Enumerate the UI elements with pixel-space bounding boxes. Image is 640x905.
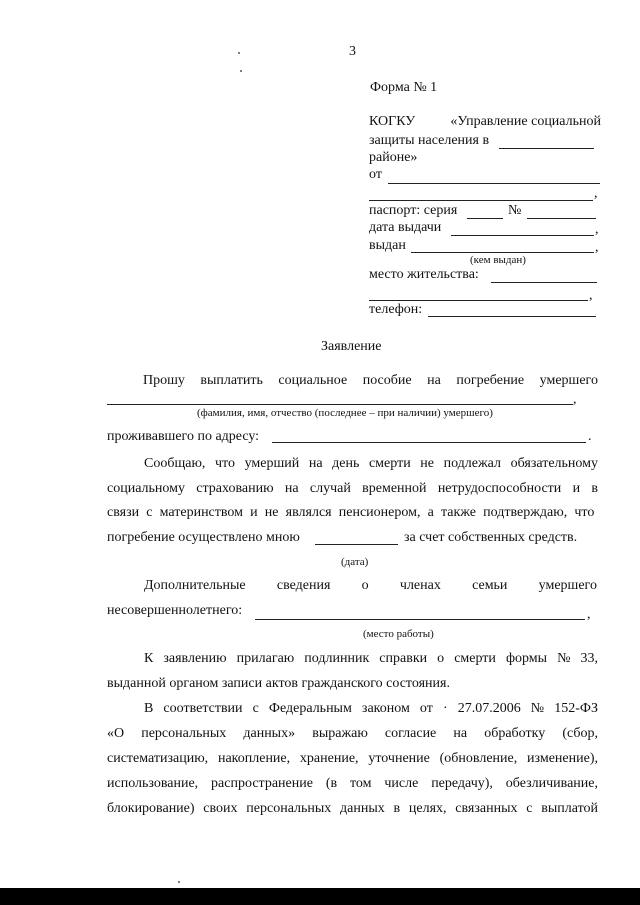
from-comma: , bbox=[594, 186, 598, 201]
addressee-line1 bbox=[369, 114, 601, 130]
p2-line1: Сообщаю, что умерший на день смерти не подлежал обязательному bbox=[144, 456, 598, 471]
p3-word: членах bbox=[399, 578, 441, 593]
deceased-name-blank[interactable] bbox=[107, 404, 573, 405]
from-label: от bbox=[369, 167, 382, 182]
deceased-name-comma: , bbox=[573, 392, 577, 407]
from-blank[interactable] bbox=[388, 183, 600, 184]
from-blank-2[interactable] bbox=[369, 200, 593, 201]
issued-by-blank[interactable] bbox=[411, 252, 594, 253]
addressee-org: КОГКУ bbox=[369, 114, 416, 129]
date-hint: (дата) bbox=[341, 556, 369, 568]
statement-title: Заявление bbox=[321, 339, 382, 354]
p5-line1: В соответствии с Федеральным законом от · 27.07.2006 № 152-ФЗ bbox=[144, 701, 598, 716]
family-info-comma: , bbox=[587, 607, 591, 622]
p4-line1: К заявлению прилагаю подлинник справки о смерти формы № 33, bbox=[144, 651, 598, 666]
issued-by-label: выдан bbox=[369, 238, 406, 253]
residence-label: место жительства: bbox=[369, 267, 479, 282]
p1-line1 bbox=[143, 373, 598, 389]
addressee-line2: защиты населения в bbox=[369, 133, 490, 148]
scan-speck bbox=[240, 70, 242, 72]
p5-line3: систематизацию, накопление, хранение, уточнение (обновление, изменение), bbox=[107, 751, 598, 766]
residence-comma: , bbox=[589, 288, 593, 303]
p3-word: семьи bbox=[472, 578, 508, 593]
p1-word: погребение bbox=[456, 373, 525, 388]
burial-date-blank[interactable] bbox=[315, 544, 398, 545]
page-number: 3 bbox=[349, 44, 356, 59]
p1-word: пособие bbox=[362, 373, 412, 388]
district-blank[interactable] bbox=[499, 148, 594, 149]
p2-line3: связи с материнством и не являлся пенсионером, а также подтверждаю, что bbox=[107, 505, 595, 520]
scan-border-bar bbox=[0, 888, 640, 905]
residence-blank-2[interactable] bbox=[369, 300, 588, 301]
p3-word: о bbox=[361, 578, 369, 593]
p3-word: умершего bbox=[538, 578, 597, 593]
address-label: проживавшего по адресу: bbox=[107, 429, 260, 444]
p1-word: на bbox=[427, 373, 441, 388]
deceased-name-hint: (фамилия, имя, отчество (последнее – при наличии) умершего) bbox=[197, 407, 493, 419]
scan-speck bbox=[178, 881, 180, 883]
p2-line4-right: за счет собственных средств. bbox=[404, 530, 578, 545]
passport-series-label: паспорт: серия bbox=[369, 203, 458, 218]
p1-word: умершего bbox=[539, 373, 598, 388]
passport-number-label: № bbox=[508, 203, 522, 218]
family-info-blank[interactable] bbox=[255, 619, 585, 620]
phone-label: телефон: bbox=[369, 302, 423, 317]
p3-line1 bbox=[144, 578, 597, 594]
passport-series-blank[interactable] bbox=[467, 218, 503, 219]
p1-word: социальное bbox=[278, 373, 348, 388]
passport-number-blank[interactable] bbox=[527, 218, 596, 219]
issued-by-hint: (кем выдан) bbox=[470, 254, 526, 266]
p3-line2-label: несовершеннолетнего: bbox=[107, 603, 243, 618]
issue-date-blank[interactable] bbox=[451, 235, 594, 236]
p4-line2: выданной органом записи актов гражданского состояния. bbox=[107, 676, 450, 691]
p3-word: сведения bbox=[276, 578, 331, 593]
p5-line5: блокирование) своих персональных данных в целях, связанных с выплатой bbox=[107, 801, 598, 816]
issue-date-comma: , bbox=[595, 222, 599, 237]
residence-blank[interactable] bbox=[491, 282, 597, 283]
address-period: . bbox=[588, 429, 592, 444]
p5-line2: «О персональных данных» выражаю согласие на обработку (сбор, bbox=[107, 726, 598, 741]
phone-blank[interactable] bbox=[428, 316, 596, 317]
addressee-line3: районе» bbox=[369, 150, 418, 165]
addressee-dept: «Управление социальной bbox=[450, 114, 601, 129]
p2-line4-left: погребение осуществлено мною bbox=[107, 530, 300, 545]
address-blank[interactable] bbox=[272, 442, 586, 443]
issue-date-label: дата выдачи bbox=[369, 220, 442, 235]
p5-line4: использование, распространение (в том числе передачу), обезличивание, bbox=[107, 776, 598, 791]
form-title: Форма № 1 bbox=[370, 80, 438, 95]
work-place-hint: (место работы) bbox=[363, 628, 434, 640]
scan-speck bbox=[238, 52, 240, 54]
p3-word: Дополнительные bbox=[144, 578, 246, 593]
issued-by-comma: , bbox=[595, 240, 599, 255]
p1-word: выплатить bbox=[200, 373, 263, 388]
p1-word: Прошу bbox=[143, 373, 185, 388]
p2-line2: социальному страхованию на случай временной нетрудоспособности и в bbox=[107, 481, 598, 496]
